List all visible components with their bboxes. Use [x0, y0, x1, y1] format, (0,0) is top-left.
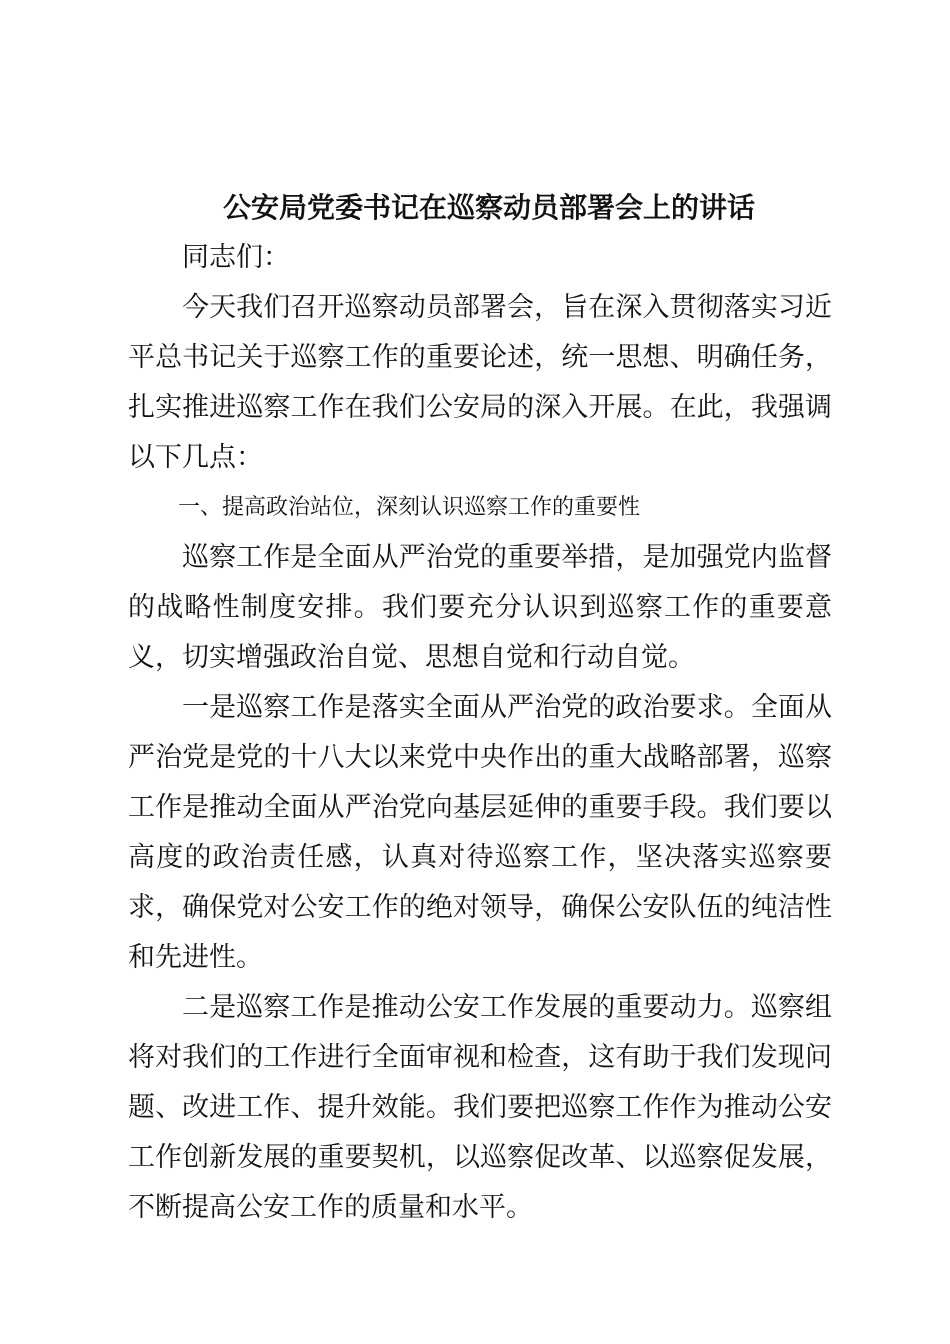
intro-paragraph: 今天我们召开巡察动员部署会，旨在深入贯彻落实习近平总书记关于巡察工作的重要论述，统一思想、明确任务，扎实推进巡察工作在我们公安局的深入开展。在此，我强调以下几点： — [128, 292, 832, 473]
point-one-paragraph: 一是巡察工作是落实全面从严治党的政治要求。全面从严治党是党的十八大以来党中央作出的重大战略部署，巡察工作是推动全面从严治党向基层延伸的重要手段。我们要以高度的政治责任感，认真对待巡察工作，坚决落实巡察要求，确保党对公安工作的绝对领导，确保公安队伍的纯洁性和先进性。 — [128, 692, 832, 973]
section-heading: 一、提高政治站位，深刻认识巡察工作的重要性 — [178, 495, 641, 520]
greeting: 同志们： — [182, 242, 290, 273]
document-body — [128, 183, 832, 1233]
section-paragraph: 巡察工作是全面从严治党的重要举措，是加强党内监督的战略性制度安排。我们要充分认识到巡察工作的重要意义，切实增强政治自觉、思想自觉和行动自觉。 — [128, 542, 832, 673]
document-title: 公安局党委书记在巡察动员部署会上的讲话 — [222, 191, 755, 224]
point-two-paragraph: 二是巡察工作是推动公安工作发展的重要动力。巡察组将对我们的工作进行全面审视和检查，这有助于我们发现问题、改进工作、提升效能。我们要把巡察工作作为推动公安工作创新发展的重要契机，以巡察促改革、以巡察促发展，不断提高公安工作的质量和水平。 — [128, 992, 832, 1223]
